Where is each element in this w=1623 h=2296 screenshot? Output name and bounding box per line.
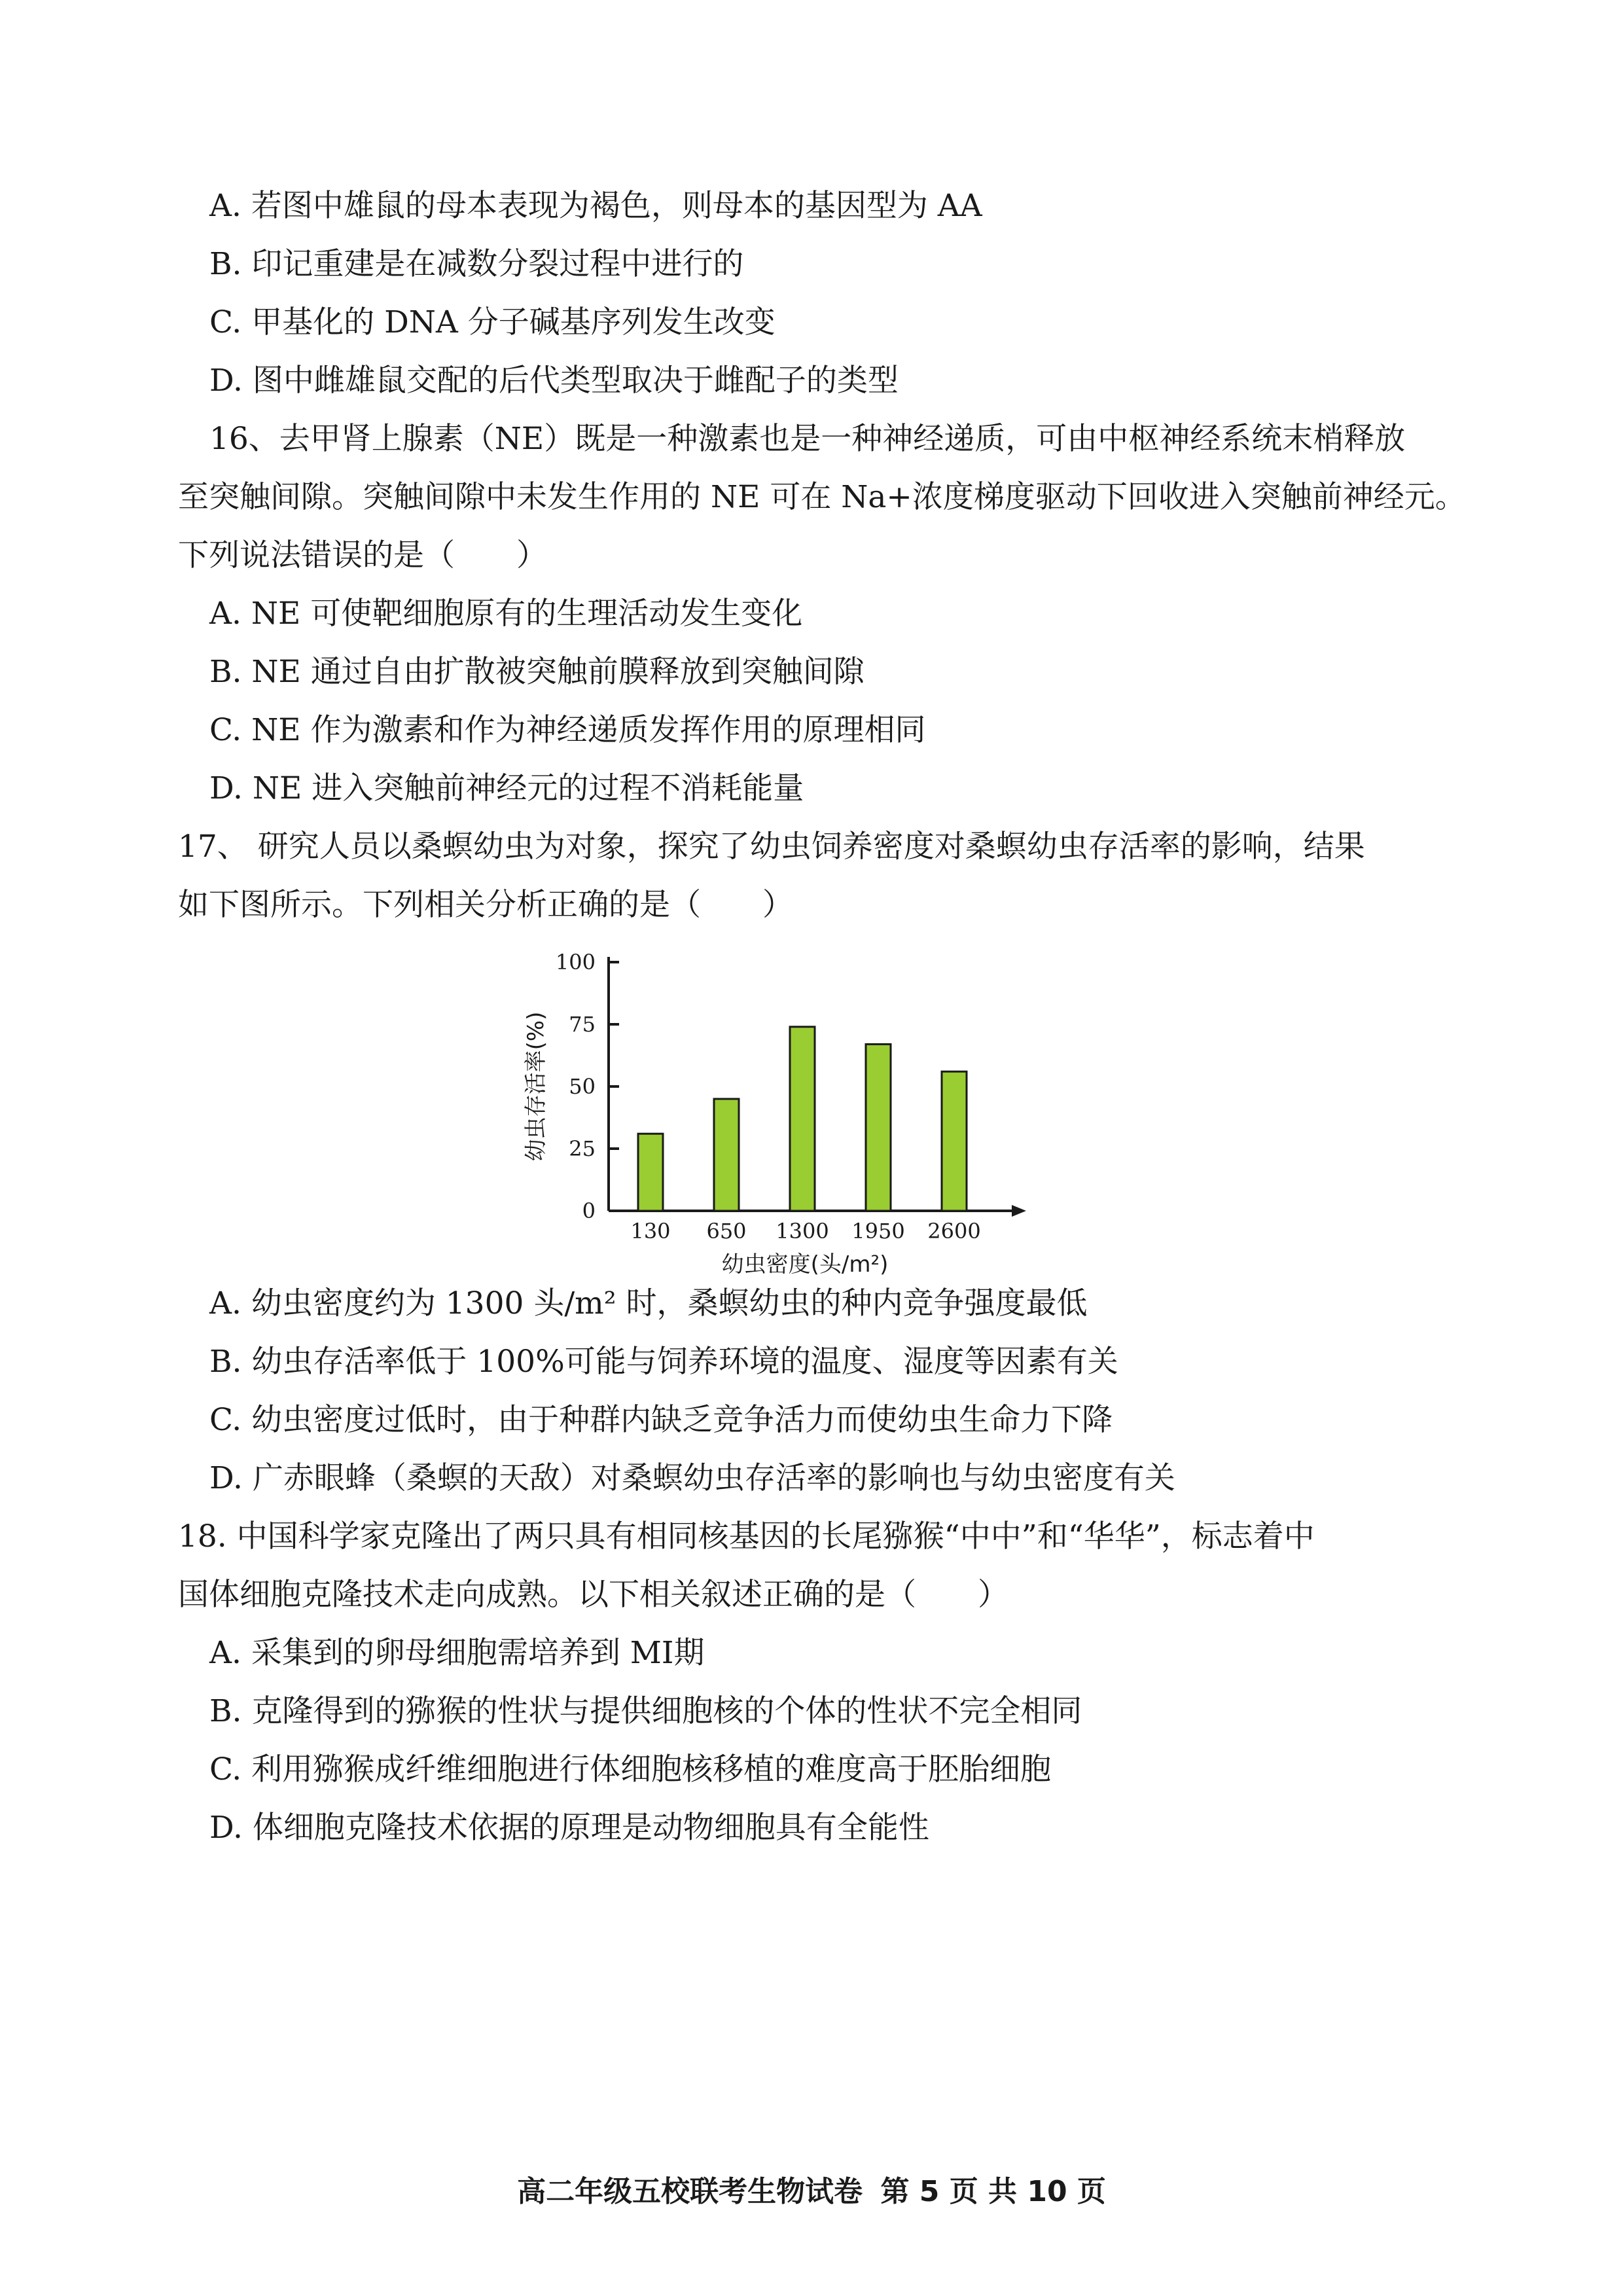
chart-x-axis-arrow (1012, 1205, 1026, 1217)
chart-x-tick-label: 1950 (851, 1219, 905, 1244)
q18-stem-line-2: 国体细胞克隆技术走向成熟。以下相关叙述正确的是（ ） (178, 1577, 1008, 1613)
chart-x-tick-label: 130 (630, 1219, 671, 1244)
q16-stem-line-2: 至突触间隙。突触间隙中未发生作用的 NE 可在 Na+浓度梯度驱动下回收进入突触前神经元。 (178, 479, 1466, 515)
chart-x-tick-label: 2600 (927, 1219, 981, 1244)
q16-option-a: A. NE 可使靶细胞原有的生理活动发生变化 (209, 596, 803, 632)
chart-y-tick-label: 50 (569, 1074, 596, 1099)
larva-survival-bar-chart (517, 946, 1041, 1286)
chart-x-tick-label: 1300 (776, 1219, 829, 1244)
q15-option-b: B. 印记重建是在减数分裂过程中进行的 (209, 246, 744, 282)
q17-stem-line-2: 如下图所示。下列相关分析正确的是（ ） (178, 887, 793, 923)
chart-bar-1950 (866, 1044, 891, 1211)
exam-title: 高二年级五校联考生物试卷 (517, 2175, 863, 2208)
chart-x-tick-label: 650 (706, 1219, 747, 1244)
chart-bar-1300 (790, 1027, 815, 1211)
q16-option-d: D. NE 进入突触前神经元的过程不消耗能量 (209, 770, 804, 806)
chart-y-tick-label: 0 (582, 1198, 596, 1223)
q16-option-b: B. NE 通过自由扩散被突触前膜释放到突触间隙 (209, 654, 865, 690)
chart-bar-650 (714, 1099, 739, 1211)
chart-bar-130 (638, 1134, 663, 1211)
q18-option-b: B. 克隆得到的猕猴的性状与提供细胞核的个体的性状不完全相同 (209, 1693, 1082, 1729)
chart-x-axis-label: 幼虫密度(头/m²) (721, 1251, 889, 1278)
chart-y-axis-label: 幼虫存活率(%) (523, 1011, 549, 1162)
page-footer (0, 2168, 1623, 2210)
q16-option-c: C. NE 作为激素和作为神经递质发挥作用的原理相同 (209, 712, 926, 748)
q17-stem-line-1: 17、 研究人员以桑螟幼虫为对象，探究了幼虫饲养密度对桑螟幼虫存活率的影响，结果 (178, 829, 1365, 865)
chart-bars (638, 1027, 967, 1211)
q15-option-d: D. 图中雌雄鼠交配的后代类型取决于雌配子的类型 (209, 363, 899, 399)
chart-y-tick-label: 25 (569, 1136, 596, 1161)
chart-y-tick-label: 75 (569, 1012, 596, 1037)
q18-option-d: D. 体细胞克隆技术依据的原理是动物细胞具有全能性 (209, 1810, 929, 1846)
q16-stem-line-3: 下列说法错误的是（ ） (178, 537, 547, 573)
page-number: 第 5 页 共 10 页 (880, 2175, 1106, 2208)
q15-option-c: C. 甲基化的 DNA 分子碱基序列发生改变 (209, 304, 776, 340)
q17-option-a: A. 幼虫密度约为 1300 头/m² 时，桑螟幼虫的种内竞争强度最低 (209, 1285, 1088, 1321)
q17-option-b: B. 幼虫存活率低于 100%可能与饲养环境的温度、湿度等因素有关 (209, 1344, 1118, 1380)
q17-option-d: D. 广赤眼蜂（桑螟的天敌）对桑螟幼虫存活率的影响也与幼虫密度有关 (209, 1460, 1175, 1496)
q18-stem-line-1: 18. 中国科学家克隆出了两只具有相同核基因的长尾猕猴“中中”和“华华”，标志着中 (178, 1518, 1315, 1554)
q17-option-c: C. 幼虫密度过低时，由于种群内缺乏竞争活力而使幼虫生命力下降 (209, 1402, 1113, 1438)
q16-stem-line-1: 16、去甲肾上腺素（NE）既是一种激素也是一种神经递质，可由中枢神经系统末梢释放 (209, 421, 1406, 457)
q18-option-c: C. 利用猕猴成纤维细胞进行体细胞核移植的难度高于胚胎细胞 (209, 1751, 1052, 1787)
chart-bar-2600 (942, 1071, 967, 1211)
chart-y-tick-label: 100 (555, 950, 596, 975)
q15-option-a: A. 若图中雄鼠的母本表现为褐色，则母本的基因型为 AA (209, 188, 982, 224)
q18-option-a: A. 采集到的卵母细胞需培养到 MⅠ期 (209, 1635, 705, 1671)
chart-ticks (556, 950, 981, 1244)
